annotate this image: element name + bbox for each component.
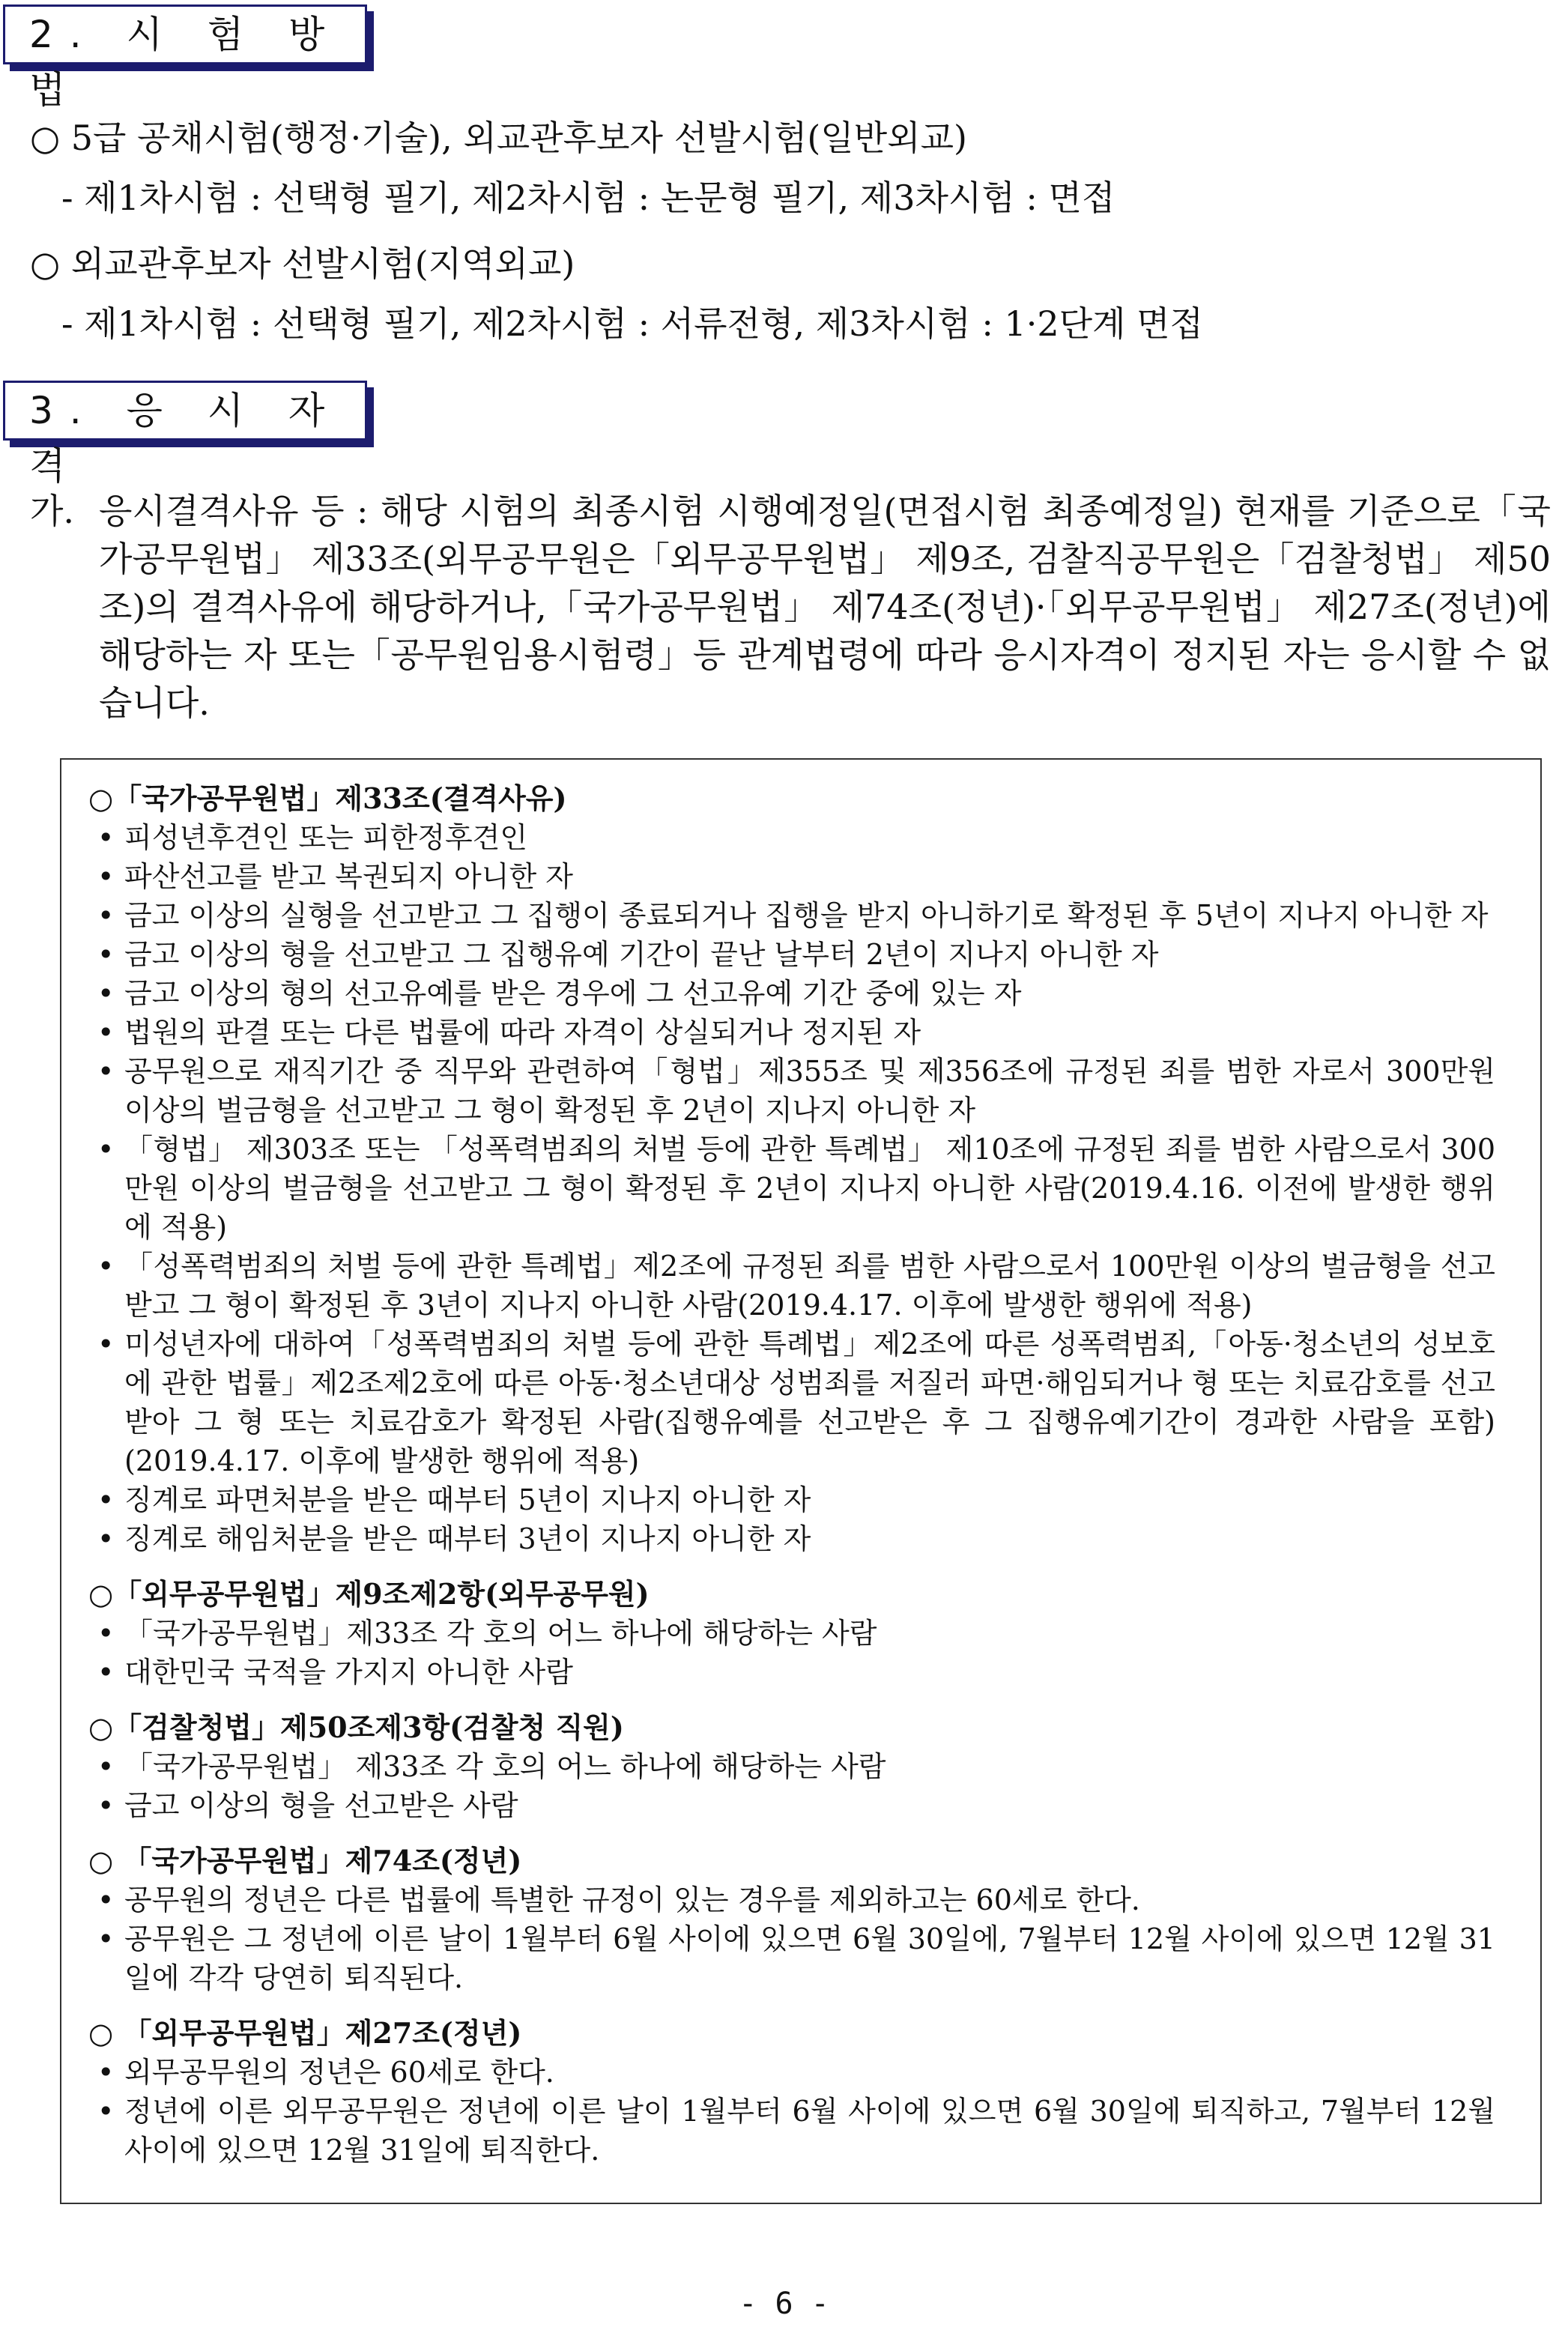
group-foreign-service-act-9 — [88, 1575, 1495, 1692]
list-item: • 금고 이상의 형을 선고받고 그 집행유예 기간이 끝난 날부터 2년이 지나지 아니한 자 — [88, 935, 1495, 974]
list-item: • 징계로 해임처분을 받은 때부터 3년이 지나지 아니한 자 — [88, 1519, 1495, 1558]
list-item: • 금고 이상의 실형을 선고받고 그 집행이 종료되거나 집행을 받지 아니하기로 확정된 후 5년이 지나지 아니한 자 — [88, 896, 1495, 935]
method-item-general-detail: - 제1차시험 : 선택형 필기, 제2차시험 : 논문형 필기, 제3차시험 : 면접 — [61, 178, 1116, 218]
list-item: • 금고 이상의 형을 선고받은 사람 — [88, 1786, 1495, 1825]
eligibility-paragraph — [30, 487, 1551, 727]
group-title: ○「검찰청법」제50조제3항(검찰청 직원) — [88, 1710, 624, 1744]
list-item: • 공무원은 그 정년에 이른 날이 1월부터 6월 사이에 있으면 6월 30일에, 7월부터 12월 사이에 있으면 12월 31일에 각각 당연히 퇴직된다. — [88, 1919, 1495, 1997]
list-item: • 정년에 이른 외무공무원은 정년에 이른 날이 1월부터 6월 사이에 있으면 6월 30일에 퇴직하고, 7월부터 12월 사이에 있으면 12월 31일에 퇴직한다. — [88, 2092, 1495, 2170]
list-item: • 금고 이상의 형의 선고유예를 받은 경우에 그 선고유예 기간 중에 있는 자 — [88, 974, 1495, 1013]
section-heading-eligibility: 3. 응 시 자 격 — [3, 381, 367, 441]
list-item: • 「성폭력범죄의 처벌 등에 관한 특례법」제2조에 규정된 죄를 범한 사람으로서 100만원 이상의 벌금형을 선고받고 그 형이 확정된 후 3년이 지나지 아니한 사람(2019.4.17. 이후에 발생한 행위에 적용) — [88, 1247, 1495, 1325]
list-item: • 「형법」 제303조 또는 「성폭력범죄의 처벌 등에 관한 특례법」 제10조에 규정된 죄를 범한 사람으로서 300만원 이상의 벌금형을 선고받고 그 형이 확정된 후 2년이 지나지 아니한 사람(2019.4.16. 이전에 발생한 행위에 적용) — [88, 1130, 1495, 1247]
list-item: • 대한민국 국적을 가지지 아니한 사람 — [88, 1653, 1495, 1692]
group-prosecutors-office-act-50 — [88, 1708, 1495, 1825]
list-item: • 「국가공무원법」제33조 각 호의 어느 하나에 해당하는 사람 — [88, 1614, 1495, 1653]
legal-reference-list — [88, 779, 1495, 2186]
list-item: • 피성년후견인 또는 피한정후견인 — [88, 818, 1495, 857]
group-title: ○「국가공무원법」제33조(결격사유) — [88, 781, 567, 815]
group-national-public-service-act-74 — [88, 1842, 1495, 1997]
page-number: - 6 - — [739, 2287, 829, 2321]
list-item: • 징계로 파면처분을 받은 때부터 5년이 지나지 아니한 자 — [88, 1480, 1495, 1519]
list-item: • 파산선고를 받고 복권되지 아니한 자 — [88, 857, 1495, 896]
method-item-regional: ○ 외교관후보자 선발시험(지역외교) — [30, 243, 575, 284]
method-item-general: ○ 5급 공채시험(행정·기술), 외교관후보자 선발시험(일반외교) — [30, 118, 967, 158]
list-item: • 법원의 판결 또는 다른 법률에 따라 자격이 상실되거나 정지된 자 — [88, 1013, 1495, 1052]
group-title: ○「외무공무원법」제9조제2항(외무공무원) — [88, 1577, 650, 1611]
group-foreign-service-act-27 — [88, 2014, 1495, 2170]
group-title: ○ 「국가공무원법」제74조(정년) — [88, 1844, 522, 1877]
list-item: • 공무원의 정년은 다른 법률에 특별한 규정이 있는 경우를 제외하고는 60세로 한다. — [88, 1880, 1495, 1919]
legal-reference-box — [60, 758, 1542, 2204]
list-item: • 공무원으로 재직기간 중 직무와 관련하여「형법」제355조 및 제356조에 규정된 죄를 범한 자로서 300만원 이상의 벌금형을 선고받고 그 형이 확정된 후 2년이 지나지 아니한 자 — [88, 1052, 1495, 1130]
list-item: • 「국가공무원법」 제33조 각 호의 어느 하나에 해당하는 사람 — [88, 1747, 1495, 1786]
method-item-regional-detail: - 제1차시험 : 선택형 필기, 제2차시험 : 서류전형, 제3차시험 : 1·2단계 면접 — [61, 303, 1203, 344]
group-national-public-service-act-33 — [88, 779, 1495, 1558]
list-item: • 미성년자에 대하여「성폭력범죄의 처벌 등에 관한 특례법」제2조에 따른 성폭력범죄,「아동·청소년의 성보호에 관한 법률」제2조제2호에 따른 아동·청소년대상 성범죄를 저질러 파면·해임되거나 형 또는 치료감호를 선고받아 그 형 또는 치료감호가 확정된 사람(집행유예를 선고받은 후 그 집행유예기간이 경과한 사람을 포함)(2019.4.17. 이후에 발생한 행위에 적용) — [88, 1325, 1495, 1480]
list-item: • 외무공무원의 정년은 60세로 한다. — [88, 2053, 1495, 2092]
paragraph-text: 응시결격사유 등 : 해당 시험의 최종시험 시행예정일(면접시험 최종예정일) 현재를 기준으로「국가공무원법」 제33조(외무공무원은「외무공무원법」 제9조, 검찰직공무원은「검찰청법」 제50조)의 결격사유에 해당하거나,「국가공무원법」 제74조(정년)·「외무공무원법」 제27조(정년)에 해당하는 자 또는「공무원임용시험령」등 관계법령에 따라 응시자격이 정지된 자는 응시할 수 없습니다. — [99, 491, 1551, 723]
section-heading-test-method: 2. 시 험 방 법 — [3, 4, 367, 64]
group-title: ○ 「외무공무원법」제27조(정년) — [88, 2016, 522, 2050]
paragraph-label: 가. — [30, 491, 75, 531]
